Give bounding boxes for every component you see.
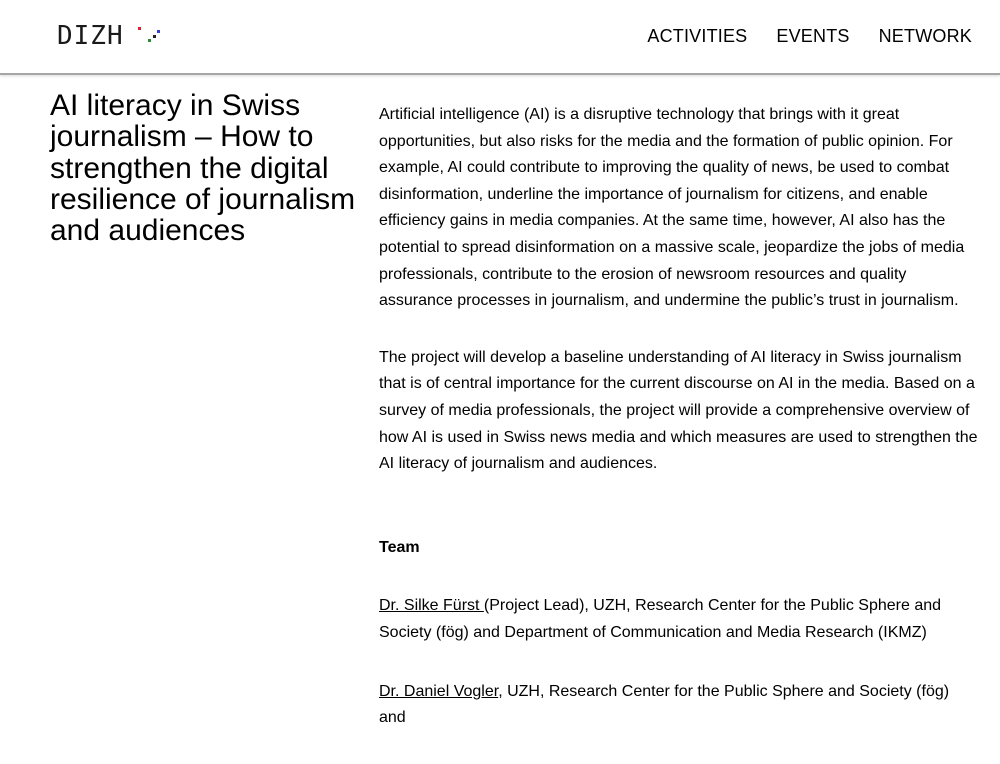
project-paragraph: The project will develop a baseline understanding of AI literacy in Swiss journalism that is of central importance for the current discourse on AI in the media. Based on a survey of media professionals, the project will provide a comprehensive overview of how AI is used in Swiss news media and which measures are used to strengthen the AI literacy of journalism and audiences.	[379, 348, 978, 473]
member-details: (Project Lead), UZH, Research Center for the Public Sphere and Society (fög) and Department of Communication and Media Research (IKMZ)	[379, 597, 942, 641]
team-heading: Team	[379, 538, 420, 556]
member-details: , UZH, Research Center for the Public Sphere and Society (fög) and	[379, 682, 950, 727]
member-link-daniel-vogler[interactable]: Dr. Daniel Vogler	[379, 682, 499, 700]
intro-paragraph: Artificial intelligence (AI) is a disruptive technology that brings with it great opportunities, but also risks for the media and the formation of public opinion. For example, AI could contribute to improving the quality of news, be used to combat disinformation, underline the importance of journalism for citizens, and enable efficiency gains in media companies. At the same time, however, AI also has the potential to spread disinformation on a massive scale, jeopardize the jobs of media professionals, contribute to the erosion of newsroom resources and quality assurance processes in journalism, and undermine the public’s trust in journalism.	[379, 106, 965, 310]
project-description	[379, 102, 979, 764]
logo-dot-red	[138, 27, 141, 30]
dizh-logo[interactable]	[57, 21, 174, 51]
main-nav	[647, 26, 972, 47]
nav-events[interactable]: EVENTS	[776, 26, 850, 46]
logo-text: DIZH	[57, 21, 124, 51]
site-header	[0, 0, 1000, 75]
team-member	[379, 679, 979, 732]
logo-dot-blue	[157, 30, 160, 33]
page-title: AI literacy in Swiss journalism – How to strengthen the digital resilience of journalism and audiences	[50, 89, 356, 248]
logo-dot-green	[148, 39, 151, 42]
nav-network[interactable]: NETWORK	[878, 26, 972, 46]
nav-activities[interactable]: ACTIVITIES	[647, 26, 748, 46]
logo-dot-dark	[153, 35, 156, 38]
logo-dots-icon	[134, 24, 174, 48]
member-link-silke-fuerst[interactable]: Dr. Silke Fürst	[379, 597, 484, 615]
team-member	[379, 593, 979, 646]
